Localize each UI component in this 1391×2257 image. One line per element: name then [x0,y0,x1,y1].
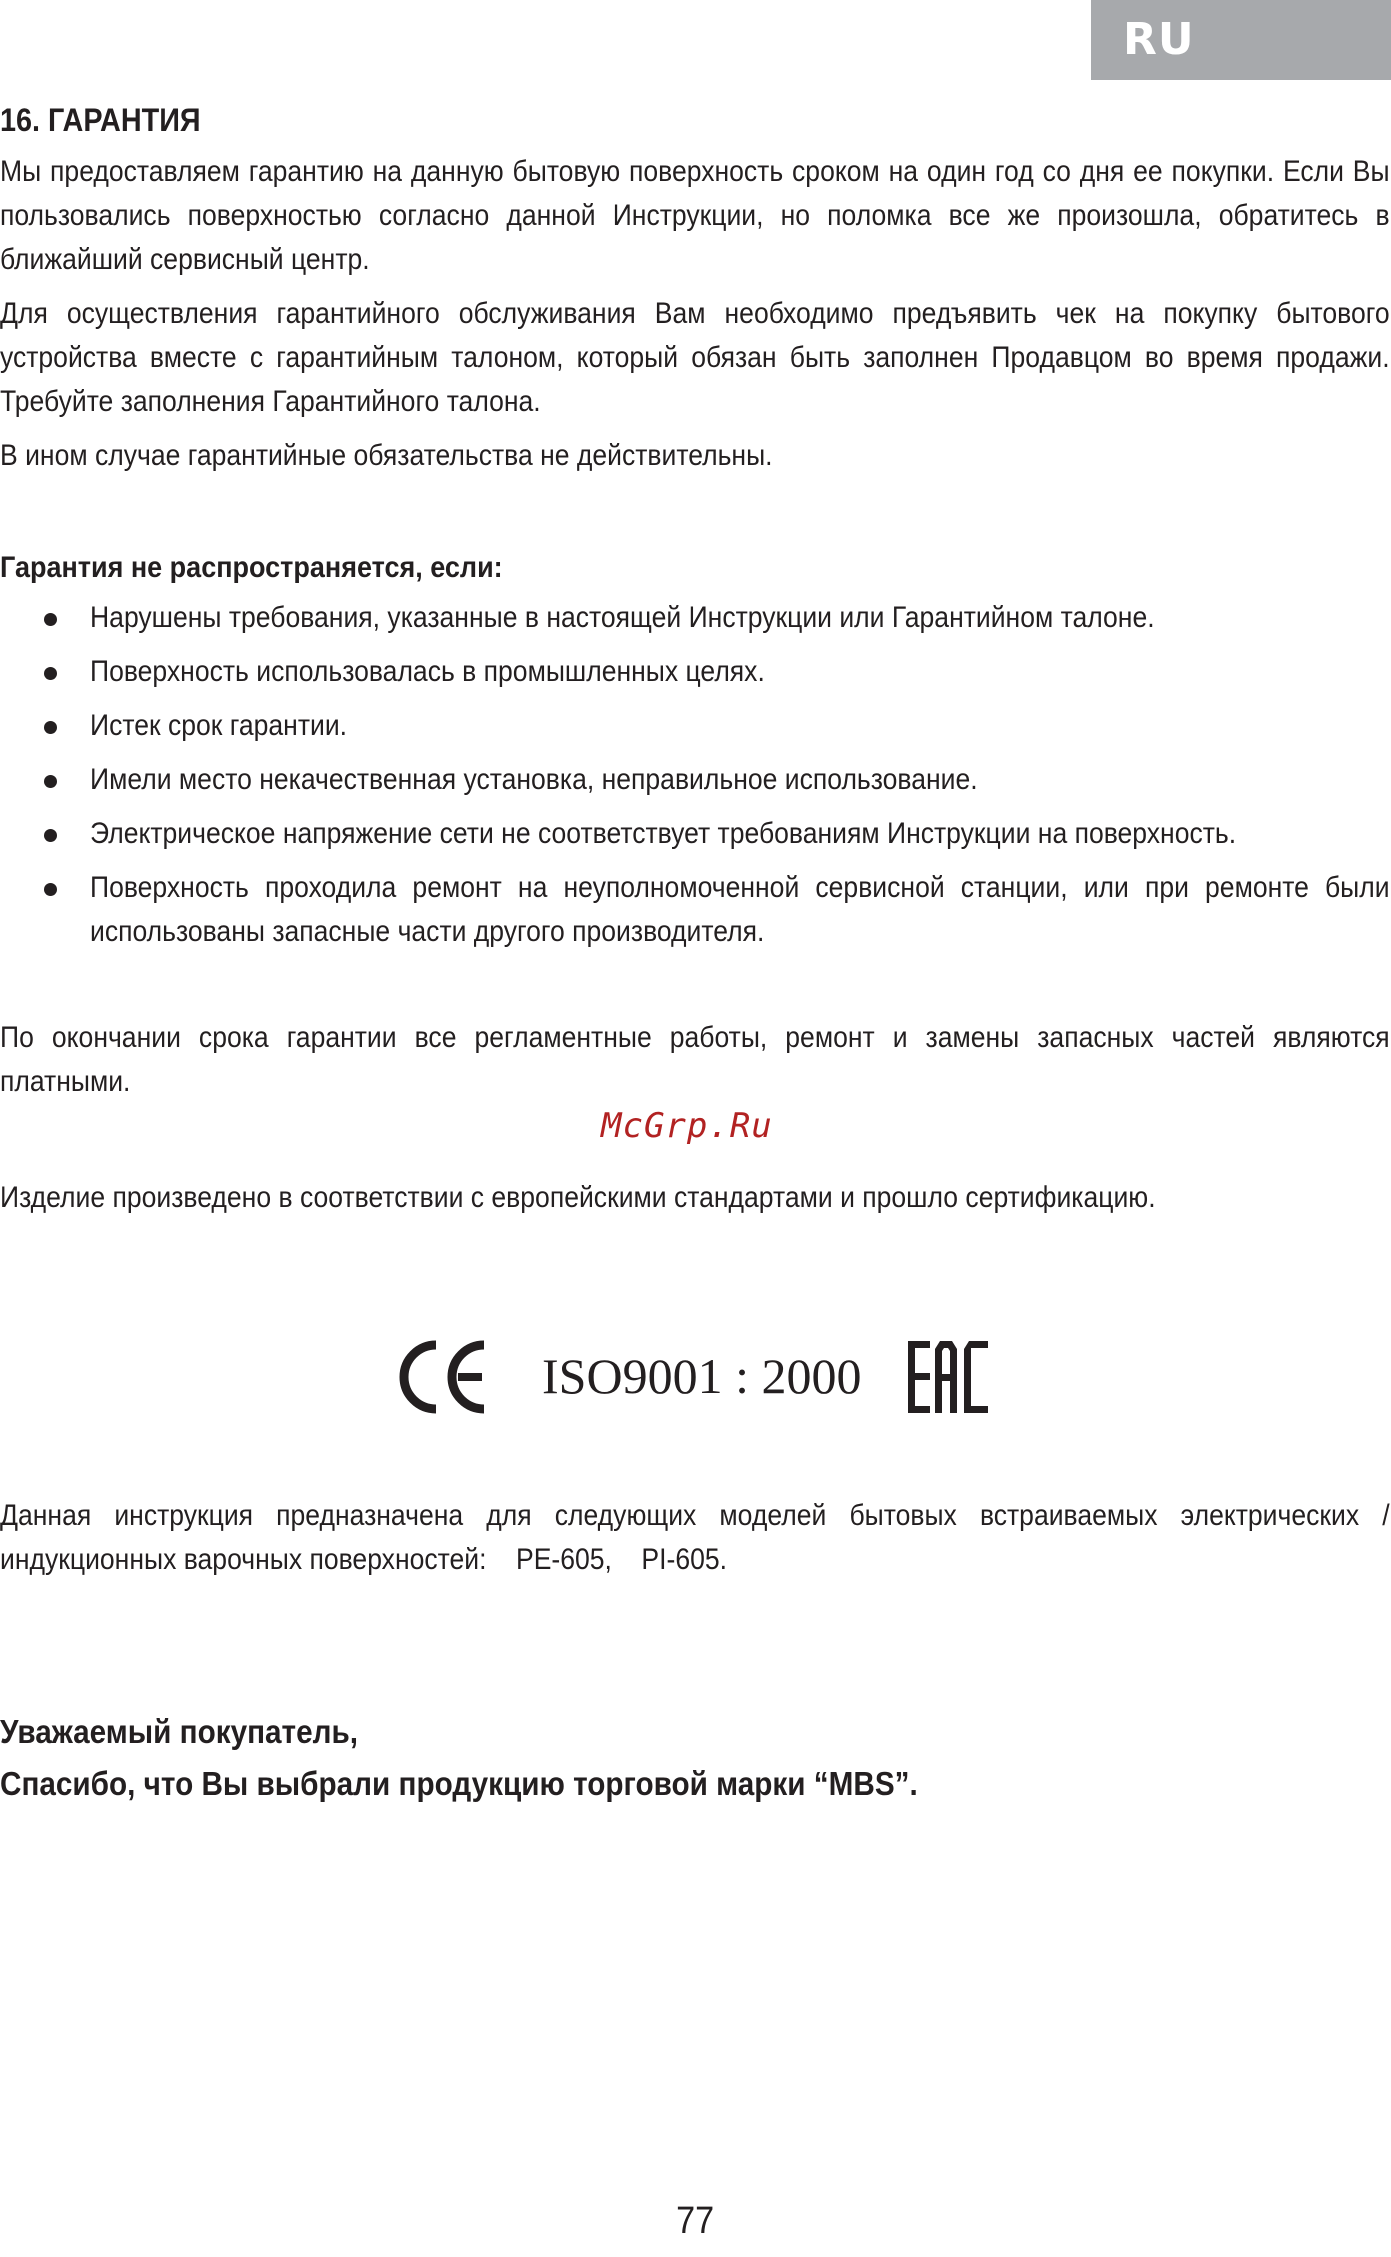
ce-mark-label: CE [396,1339,398,1340]
list-item: Имели место некачественная установка, неправильное использование. [0,758,1390,802]
language-badge: RU [1091,0,1391,80]
models-section [0,1494,1390,1592]
greeting [0,1706,1390,1810]
greeting-line-1: Уважаемый покупатель, [0,1713,359,1750]
bullet-icon [44,775,57,788]
iso-certification: ISO9001 : 2000 [542,1348,862,1404]
page-number: 77 [676,2200,715,2242]
exclusions-heading: Гарантия не распространяется, если: [0,551,503,584]
section-title: 16. ГАРАНТИЯ [0,102,201,138]
list-item: Истек срок гарантии. [0,704,1390,748]
after-warranty-note: По окончании срока гарантии все регламентные работы, ремонт и замены запасных частей являются платными. [0,1021,1390,1098]
ce-mark-icon [396,1339,488,1415]
watermark: McGrp.Ru [601,1106,773,1146]
list-item: Нарушены требования, указанные в настоящей Инструкции или Гарантийном талоне. [0,596,1390,640]
models-note: Данная инструкция предназначена для следующих моделей бытовых встраиваемых электрических / индукционных варочных поверхностей: PE-605, PI-605. [0,1499,1390,1576]
warranty-paragraph-2: Для осуществления гарантийного обслуживания Вам необходимо предъявить чек на покупку бытового устройства вместе с гарантийным талоном, который обязан быть заполнен Продавцом во время продажи. Требуйте заполнения Гарантийного талона. [0,297,1390,418]
certification-marks [0,1325,1391,1425]
eac-mark-icon [908,1339,988,1415]
warranty-section [0,92,1390,1230]
eac-mark-label: EAC [908,1339,911,1340]
exclusions-list [0,596,1390,954]
certification-note: Изделие произведено в соответствии с европейскими стандартами и прошло сертификацию. [0,1181,1156,1214]
bullet-icon [44,829,57,842]
warranty-paragraph-1: Мы предоставляем гарантию на данную бытовую поверхность сроком на один год со дня ее покупки. Если Вы пользовались поверхностью согласно данной Инструкции, но поломка все же произошла, обратитесь в ближайший сервисный центр. [0,155,1390,276]
list-item: Поверхность использовалась в промышленных целях. [0,650,1390,694]
list-item: Электрическое напряжение сети не соответствует требованиям Инструкции на поверхность. [0,812,1390,856]
bullet-icon [44,667,57,680]
warranty-paragraph-3: В ином случае гарантийные обязательства не действительны. [0,439,773,472]
bullet-icon [44,613,57,626]
list-item: Поверхность проходила ремонт на неуполномоченной сервисной станции, или при ремонте были использованы запасные части другого производителя. [0,866,1390,954]
bullet-icon [44,721,57,734]
bullet-icon [44,883,57,896]
greeting-line-2: Спасибо, что Вы выбрали продукцию торговой марки “MBS”. [0,1765,918,1802]
